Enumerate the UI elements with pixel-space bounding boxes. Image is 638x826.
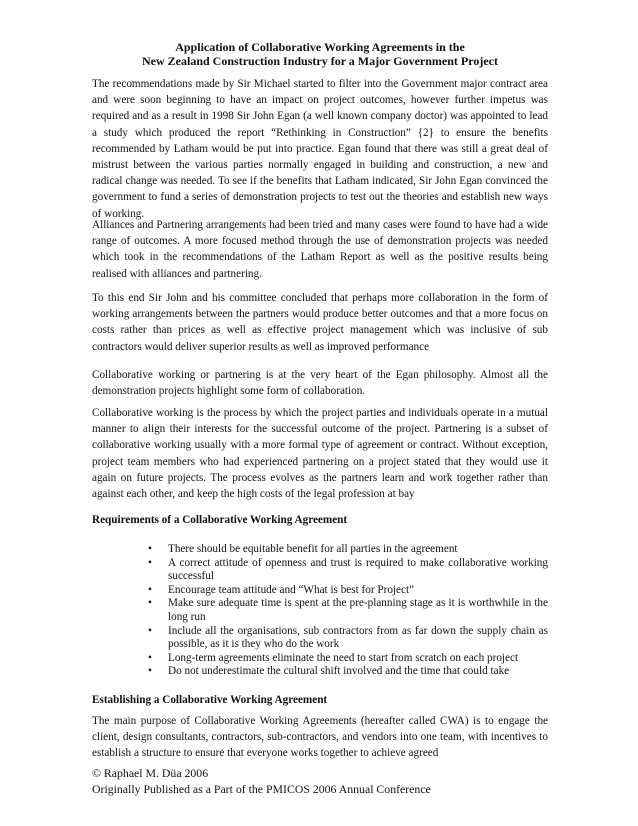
list-item: • There should be equitable benefit for all parties in the agreement	[148, 543, 548, 557]
establishing-paragraph: The main purpose of Collaborative Working Agreements (hereafter called CWA) is to engage the client, design consultants, contractors, sub-contractors, and vendors into one team, with incentives to establish a structure to ensure that everyone works together to achieve agreed	[92, 715, 548, 760]
title-line-1: Application of Collaborative Working Agreements in the	[175, 40, 465, 54]
paragraph-1: The recommendations made by Sir Michael started to filter into the Government major contract area and were soon beginning to have an impact on project outcomes, however further impetus was required and as a result in 1998 Sir John Egan (a well known company doctor) was appointed to lead a study which produced the report “Rethinking in Construction” {2} to ensure the benefits recommended by Latham would be put into practice. Egan found that there was still a great deal of mistrust between the various parties normally engaged in building and construction, a new and radical change was needed. To see if the benefits that Latham indicated, Sir John Egan convinced the government to fund a series of demonstration projects to test out the theories and establish new ways of working.	[92, 78, 548, 220]
paragraph-5: Collaborative working is the process by which the project parties and individuals operate in a mutual manner to align their interests for the successful outcome of the project. Partnering is a subset of collaborative working usually with a more formal type of agreement or contract. Without exception, project team members who had experienced partnering on a project stated that they would use it again on future projects. The process evolves as the partners learn and work together rather than against each other, and keep the high costs of the legal profession at bay	[92, 407, 548, 501]
document-footer	[92, 765, 431, 797]
list-item: • Do not underestimate the cultural shift involved and the time that could take	[148, 665, 548, 679]
paragraph-4: Collaborative working or partnering is at the very heart of the Egan philosophy. Almost all the demonstration projects highlight some form of collaboration.	[92, 369, 548, 398]
requirements-heading: Requirements of a Collaborative Working Agreement	[92, 514, 348, 526]
title-line-2: New Zealand Construction Industry for a Major Government Project	[142, 54, 498, 68]
requirements-list	[148, 543, 548, 679]
list-item: • Encourage team attitude and “What is best for Project”	[148, 584, 548, 598]
paragraph-3: To this end Sir John and his committee concluded that perhaps more collaboration in the form of working arrangements between the partners would produce better outcomes and that a more focus on costs rather than prices as well as effective project management which was inclusive of sub contractors would deliver superior results as well as improved performance	[92, 292, 548, 353]
establishing-heading: Establishing a Collaborative Working Agreement	[92, 694, 328, 706]
copyright-line: © Raphael M. Düa 2006	[92, 766, 209, 780]
list-item: • Make sure adequate time is spent at the pre-planning stage as it is worthwhile in the long run	[148, 597, 548, 624]
publication-line: Originally Published as a Part of the PMICOS 2006 Annual Conference	[92, 782, 431, 796]
list-item: • Include all the organisations, sub contractors from as far down the supply chain as possible, as it is they who do the work	[148, 625, 548, 652]
paragraph-2: Alliances and Partnering arrangements had been tried and many cases were found to have had a wide range of outcomes. A more focused method through the use of demonstration projects was needed which took in the recommendations of the Latham Report as well as the positive results being realised with alliances and partnering.	[92, 219, 548, 280]
list-item: • Long-term agreements eliminate the need to start from scratch on each project	[148, 652, 548, 666]
list-item: • A correct attitude of openness and trust is required to make collaborative working successful	[148, 557, 548, 584]
document-title	[92, 40, 548, 68]
